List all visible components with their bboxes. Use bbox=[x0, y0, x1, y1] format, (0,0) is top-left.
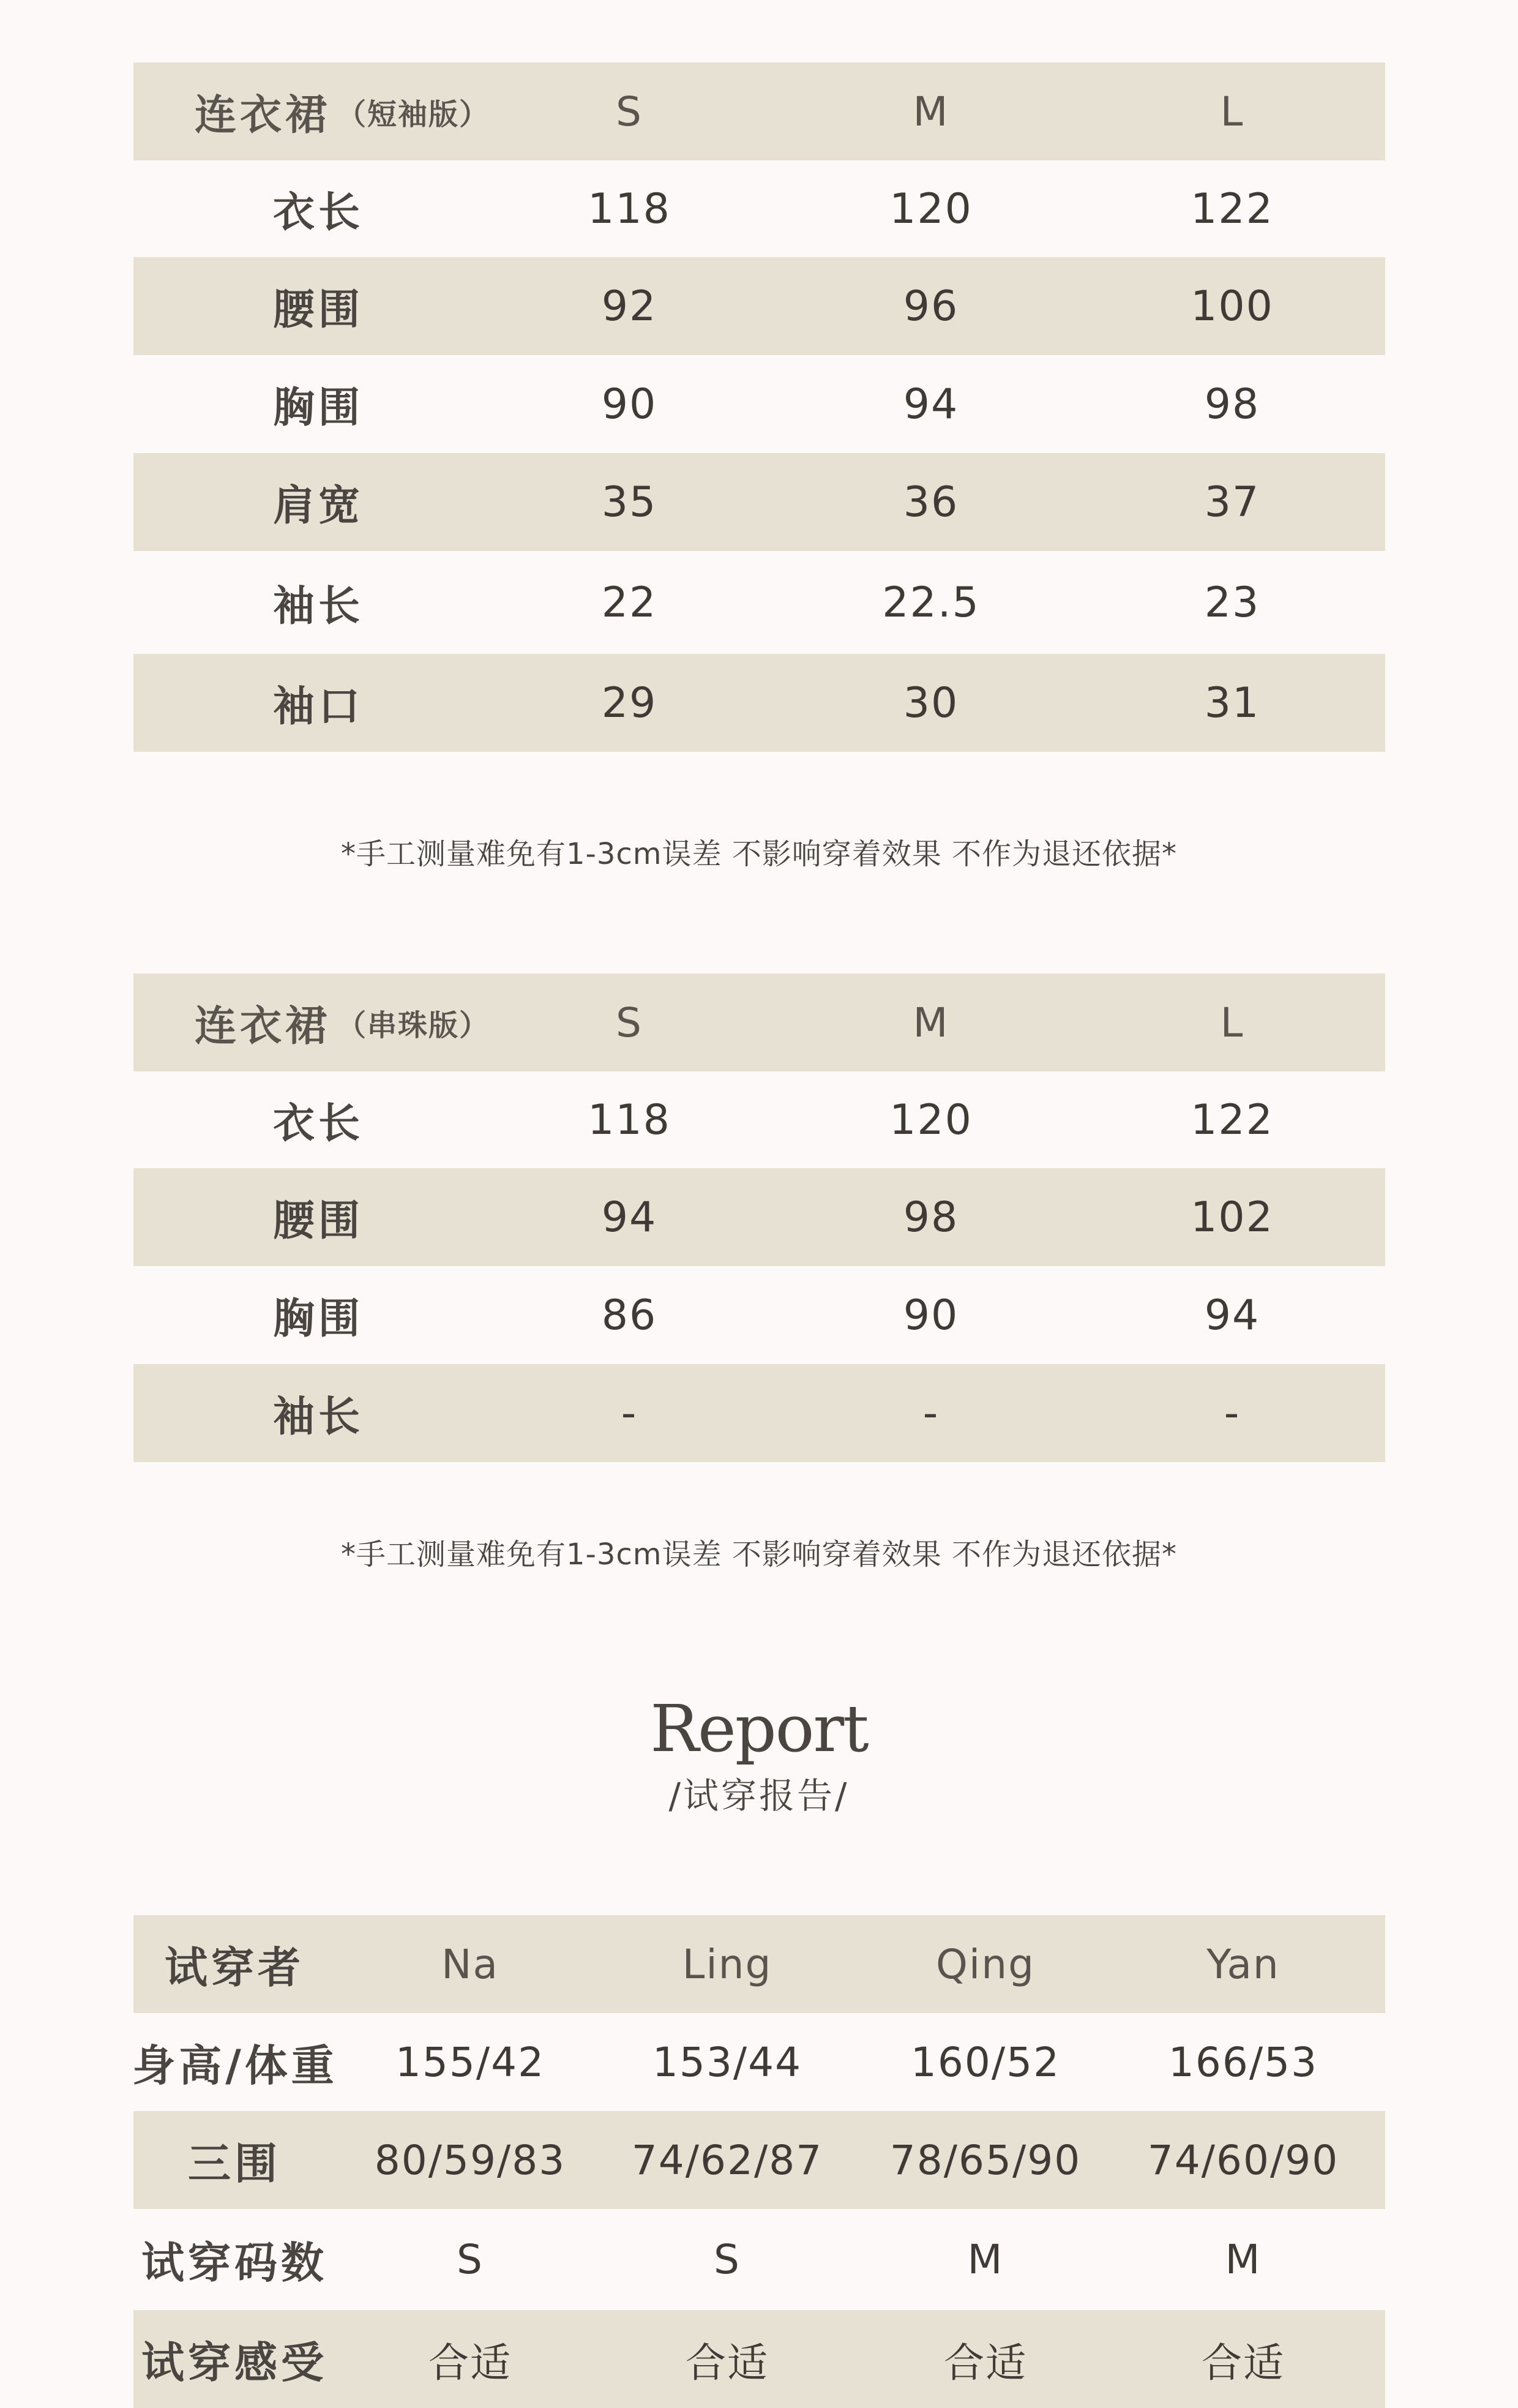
tester-value: 74/60/90 bbox=[1147, 2136, 1339, 2184]
table-title bbox=[195, 62, 490, 160]
value-m: - bbox=[922, 1389, 940, 1438]
row-label: 试穿码数 bbox=[141, 2238, 327, 2288]
table-row bbox=[133, 1071, 1385, 1168]
tester-value: 74/62/87 bbox=[631, 2136, 823, 2184]
value-s: 86 bbox=[601, 1291, 657, 1340]
table-title-text: 连衣裙 bbox=[195, 91, 331, 140]
value-s: 35 bbox=[601, 478, 657, 527]
value-m: 90 bbox=[903, 1291, 959, 1340]
row-label: 试穿感受 bbox=[141, 2337, 327, 2388]
table-header-row bbox=[133, 62, 1385, 160]
value-s: 22 bbox=[601, 578, 657, 627]
value-s: 92 bbox=[601, 282, 657, 331]
value-l: 31 bbox=[1204, 678, 1260, 727]
size-header-s: S bbox=[616, 999, 643, 1046]
row-label: 胸围 bbox=[272, 1294, 364, 1343]
table-row bbox=[133, 2209, 1385, 2310]
row-label: 胸围 bbox=[272, 383, 364, 432]
value-s: 118 bbox=[588, 184, 671, 233]
value-m: 36 bbox=[903, 478, 959, 527]
tester-name: Qing bbox=[935, 1940, 1035, 1988]
table-title-text: 连衣裙 bbox=[195, 1002, 331, 1051]
value-s: - bbox=[621, 1389, 638, 1438]
value-s: 29 bbox=[601, 678, 657, 727]
value-s: 94 bbox=[601, 1193, 657, 1242]
value-l: 23 bbox=[1204, 578, 1260, 627]
value-m: 22.5 bbox=[882, 578, 980, 627]
table-row bbox=[133, 654, 1385, 752]
value-l: 102 bbox=[1191, 1193, 1274, 1242]
value-s: 118 bbox=[588, 1095, 671, 1144]
size-header-l: L bbox=[1220, 999, 1244, 1046]
tester-value: 166/53 bbox=[1168, 2038, 1318, 2086]
size-header-m: M bbox=[913, 88, 949, 135]
fitting-report-table bbox=[133, 1915, 1385, 2408]
value-m: 120 bbox=[889, 184, 973, 233]
value-l: 94 bbox=[1204, 1291, 1260, 1340]
size-header-l: L bbox=[1220, 88, 1244, 135]
value-m: 96 bbox=[903, 282, 959, 331]
table-row bbox=[133, 355, 1385, 453]
tester-value: 合适 bbox=[686, 2339, 769, 2387]
row-label: 肩宽 bbox=[272, 481, 364, 530]
table-row bbox=[133, 2013, 1385, 2111]
value-l: 122 bbox=[1191, 184, 1274, 233]
table-row bbox=[133, 1266, 1385, 1364]
tester-value: 合适 bbox=[428, 2339, 512, 2387]
table-row bbox=[133, 2310, 1385, 2408]
table-subtitle: （短袖版） bbox=[337, 97, 490, 132]
tester-value: S bbox=[714, 2236, 741, 2283]
row-label: 三围 bbox=[188, 2138, 281, 2189]
size-header-m: M bbox=[913, 999, 949, 1046]
measurement-note: *手工测量难免有1-3cm误差 不影响穿着效果 不作为退还依据* bbox=[340, 1537, 1178, 1572]
size-header-s: S bbox=[616, 88, 643, 135]
table-row bbox=[133, 2111, 1385, 2209]
tester-value: 160/52 bbox=[910, 2038, 1061, 2086]
row-label: 腰围 bbox=[272, 1196, 364, 1245]
report-title: Report bbox=[650, 1691, 868, 1766]
size-table-short-sleeve bbox=[133, 62, 1385, 752]
value-l: 37 bbox=[1204, 478, 1260, 527]
table-row bbox=[133, 453, 1385, 551]
value-m: 120 bbox=[889, 1095, 973, 1144]
value-l: 122 bbox=[1191, 1095, 1274, 1144]
value-l: 100 bbox=[1191, 282, 1274, 331]
value-m: 98 bbox=[903, 1193, 959, 1242]
tester-value: M bbox=[967, 2236, 1004, 2283]
value-l: 98 bbox=[1204, 380, 1260, 429]
table-title bbox=[195, 973, 490, 1071]
table-row bbox=[133, 160, 1385, 257]
table-row bbox=[133, 1168, 1385, 1266]
tester-value: 78/65/90 bbox=[889, 2136, 1082, 2184]
tester-value: 合适 bbox=[1202, 2339, 1285, 2387]
table-row bbox=[133, 551, 1385, 654]
row-label: 试穿者 bbox=[165, 1942, 304, 1993]
tester-name: Na bbox=[441, 1940, 499, 1988]
tester-value: 153/44 bbox=[652, 2038, 802, 2086]
measurement-note: *手工测量难免有1-3cm误差 不影响穿着效果 不作为退还依据* bbox=[340, 837, 1178, 871]
row-label: 衣长 bbox=[272, 1099, 364, 1148]
tester-name: Ling bbox=[682, 1940, 772, 1988]
table-row bbox=[133, 1364, 1385, 1462]
value-l: - bbox=[1224, 1389, 1241, 1438]
value-m: 30 bbox=[903, 678, 959, 727]
tester-value: 155/42 bbox=[395, 2038, 545, 2086]
tester-name: Yan bbox=[1206, 1940, 1280, 1988]
value-m: 94 bbox=[903, 380, 959, 429]
tester-value: 合适 bbox=[944, 2339, 1027, 2387]
value-s: 90 bbox=[601, 380, 657, 429]
tester-value: 80/59/83 bbox=[374, 2136, 566, 2184]
table-header-row bbox=[133, 973, 1385, 1071]
row-label: 袖长 bbox=[272, 582, 364, 631]
report-subtitle: /试穿报告/ bbox=[668, 1775, 850, 1817]
table-header-row bbox=[133, 1915, 1385, 2013]
row-label: 袖长 bbox=[272, 1392, 364, 1441]
table-row bbox=[133, 257, 1385, 355]
row-label: 身高/体重 bbox=[132, 2040, 338, 2091]
table-subtitle: （串珠版） bbox=[337, 1008, 490, 1043]
tester-value: M bbox=[1225, 2236, 1262, 2283]
size-table-beaded bbox=[133, 973, 1385, 1462]
row-label: 腰围 bbox=[272, 285, 364, 334]
row-label: 袖口 bbox=[272, 682, 364, 731]
tester-value: S bbox=[457, 2236, 484, 2283]
row-label: 衣长 bbox=[272, 188, 364, 237]
